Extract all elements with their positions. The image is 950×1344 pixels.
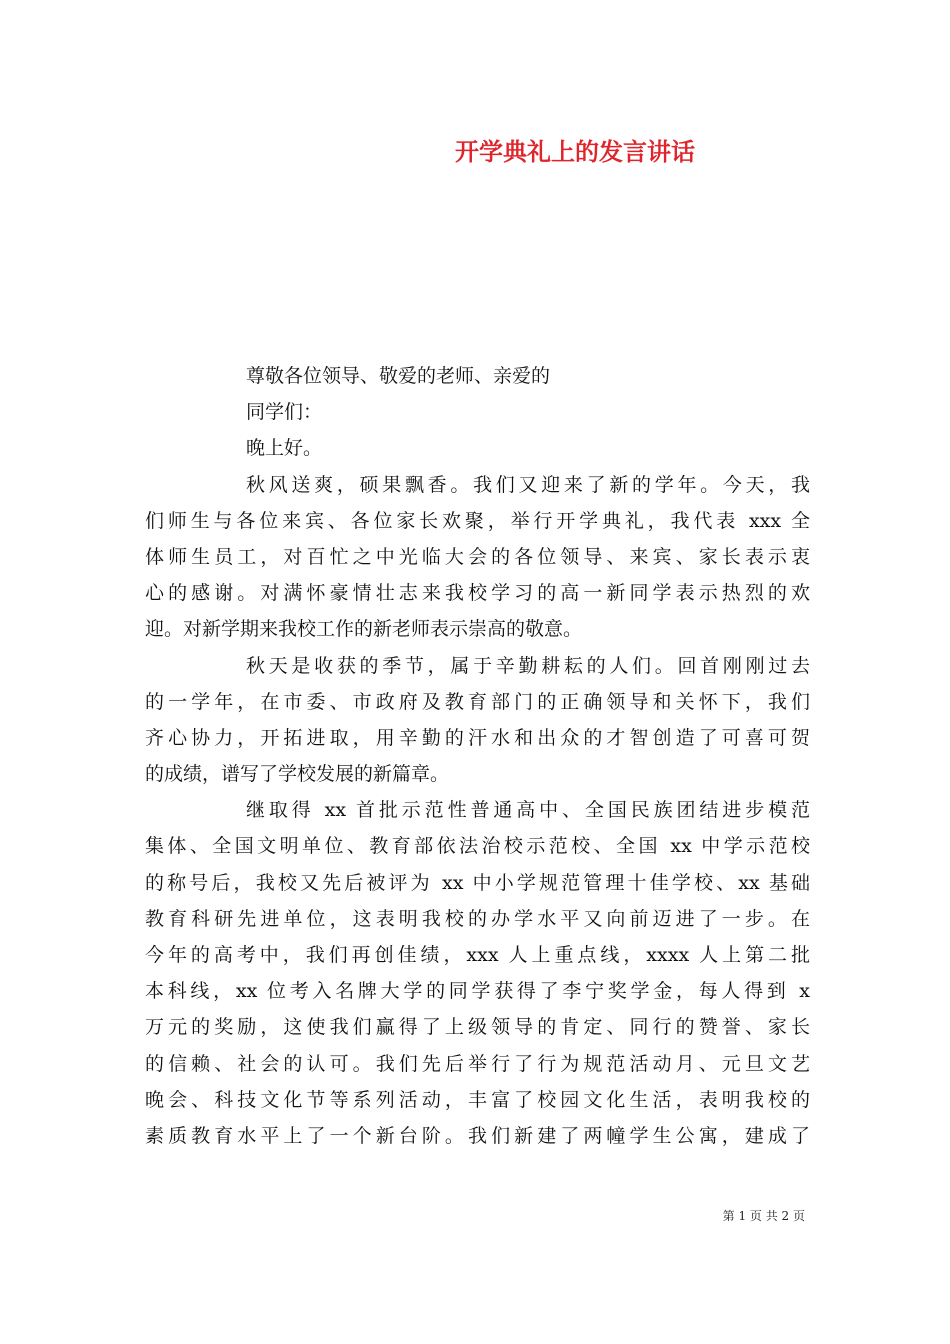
paragraph-3-line: 素质教育水平上了一个新台阶。我们新建了两幢学生公寓，建成了 (145, 1124, 810, 1147)
paragraph-2-line: 秋天是收获的季节，属于辛勤耕耘的人们。回首刚刚过去 (246, 654, 810, 677)
paragraph-3-line: 晚会、科技文化节等系列活动，丰富了校园文化生活，表明我校的 (145, 1088, 810, 1111)
paragraph-3-line: 的称号后，我校又先后被评为 xx 中小学规范管理十佳学校、xx 基础 (145, 871, 810, 894)
paragraph-1-line: 迎。对新学期来我校工作的新老师表示崇高的敬意。 (145, 618, 583, 641)
paragraph-3-line: 今年的高考中，我们再创佳绩，xxx 人上重点线，xxxx 人上第二批 (145, 944, 810, 966)
paragraph-2-line: 的一学年，在市委、市政府及教育部门的正确领导和关怀下，我们 (145, 690, 810, 713)
paragraph-3-line: 的信赖、社会的认可。我们先后举行了行为规范活动月、元旦文艺 (145, 1052, 810, 1075)
paragraph-3-line: 教育科研先进单位，这表明我校的办学水平又向前迈进了一步。在 (145, 907, 810, 930)
document-title: 开学典礼上的发言讲话 (455, 137, 695, 166)
paragraph-1-line: 心的感谢。对满怀豪情壮志来我校学习的高一新同学表示热烈的欢 (145, 582, 810, 605)
paragraph-1-line: 体师生员工，对百忙之中光临大会的各位领导、来宾、家长表示衷 (145, 545, 810, 568)
salutation-line: 同学们： (246, 401, 323, 424)
greeting-line: 晚上好。 (246, 437, 323, 460)
paragraph-1-line: 秋风送爽，硕果飘香。我们又迎来了新的学年。今天，我 (246, 473, 810, 496)
paragraph-3-line: 万元的奖励，这使我们赢得了上级领导的肯定、同行的赞誉、家长 (145, 1016, 810, 1039)
paragraph-2-line: 的成绩，谱写了学校发展的新篇章。 (145, 763, 450, 786)
document-body (145, 358, 810, 1154)
paragraph-1-line: 们师生与各位来宾、各位家长欢聚，举行开学典礼，我代表 xxx 全 (145, 509, 810, 532)
paragraph-3-line: 本科线，xx 位考入名牌大学的同学获得了李宁奖学金，每人得到 x (145, 980, 810, 1003)
paragraph-3-line: 集体、全国文明单位、教育部依法治校示范校、全国 xx 中学示范校 (145, 835, 810, 858)
paragraph-2-line: 齐心协力，开拓进取，用辛勤的汗水和出众的才智创造了可喜可贺 (145, 726, 810, 749)
page-number-footer: 第 1 页 共 2 页 (722, 1209, 805, 1223)
salutation-line: 尊敬各位领导、敬爱的老师、亲爱的 (246, 365, 551, 387)
paragraph-3-line: 继取得 xx 首批示范性普通高中、全国民族团结进步模范 (246, 799, 810, 822)
